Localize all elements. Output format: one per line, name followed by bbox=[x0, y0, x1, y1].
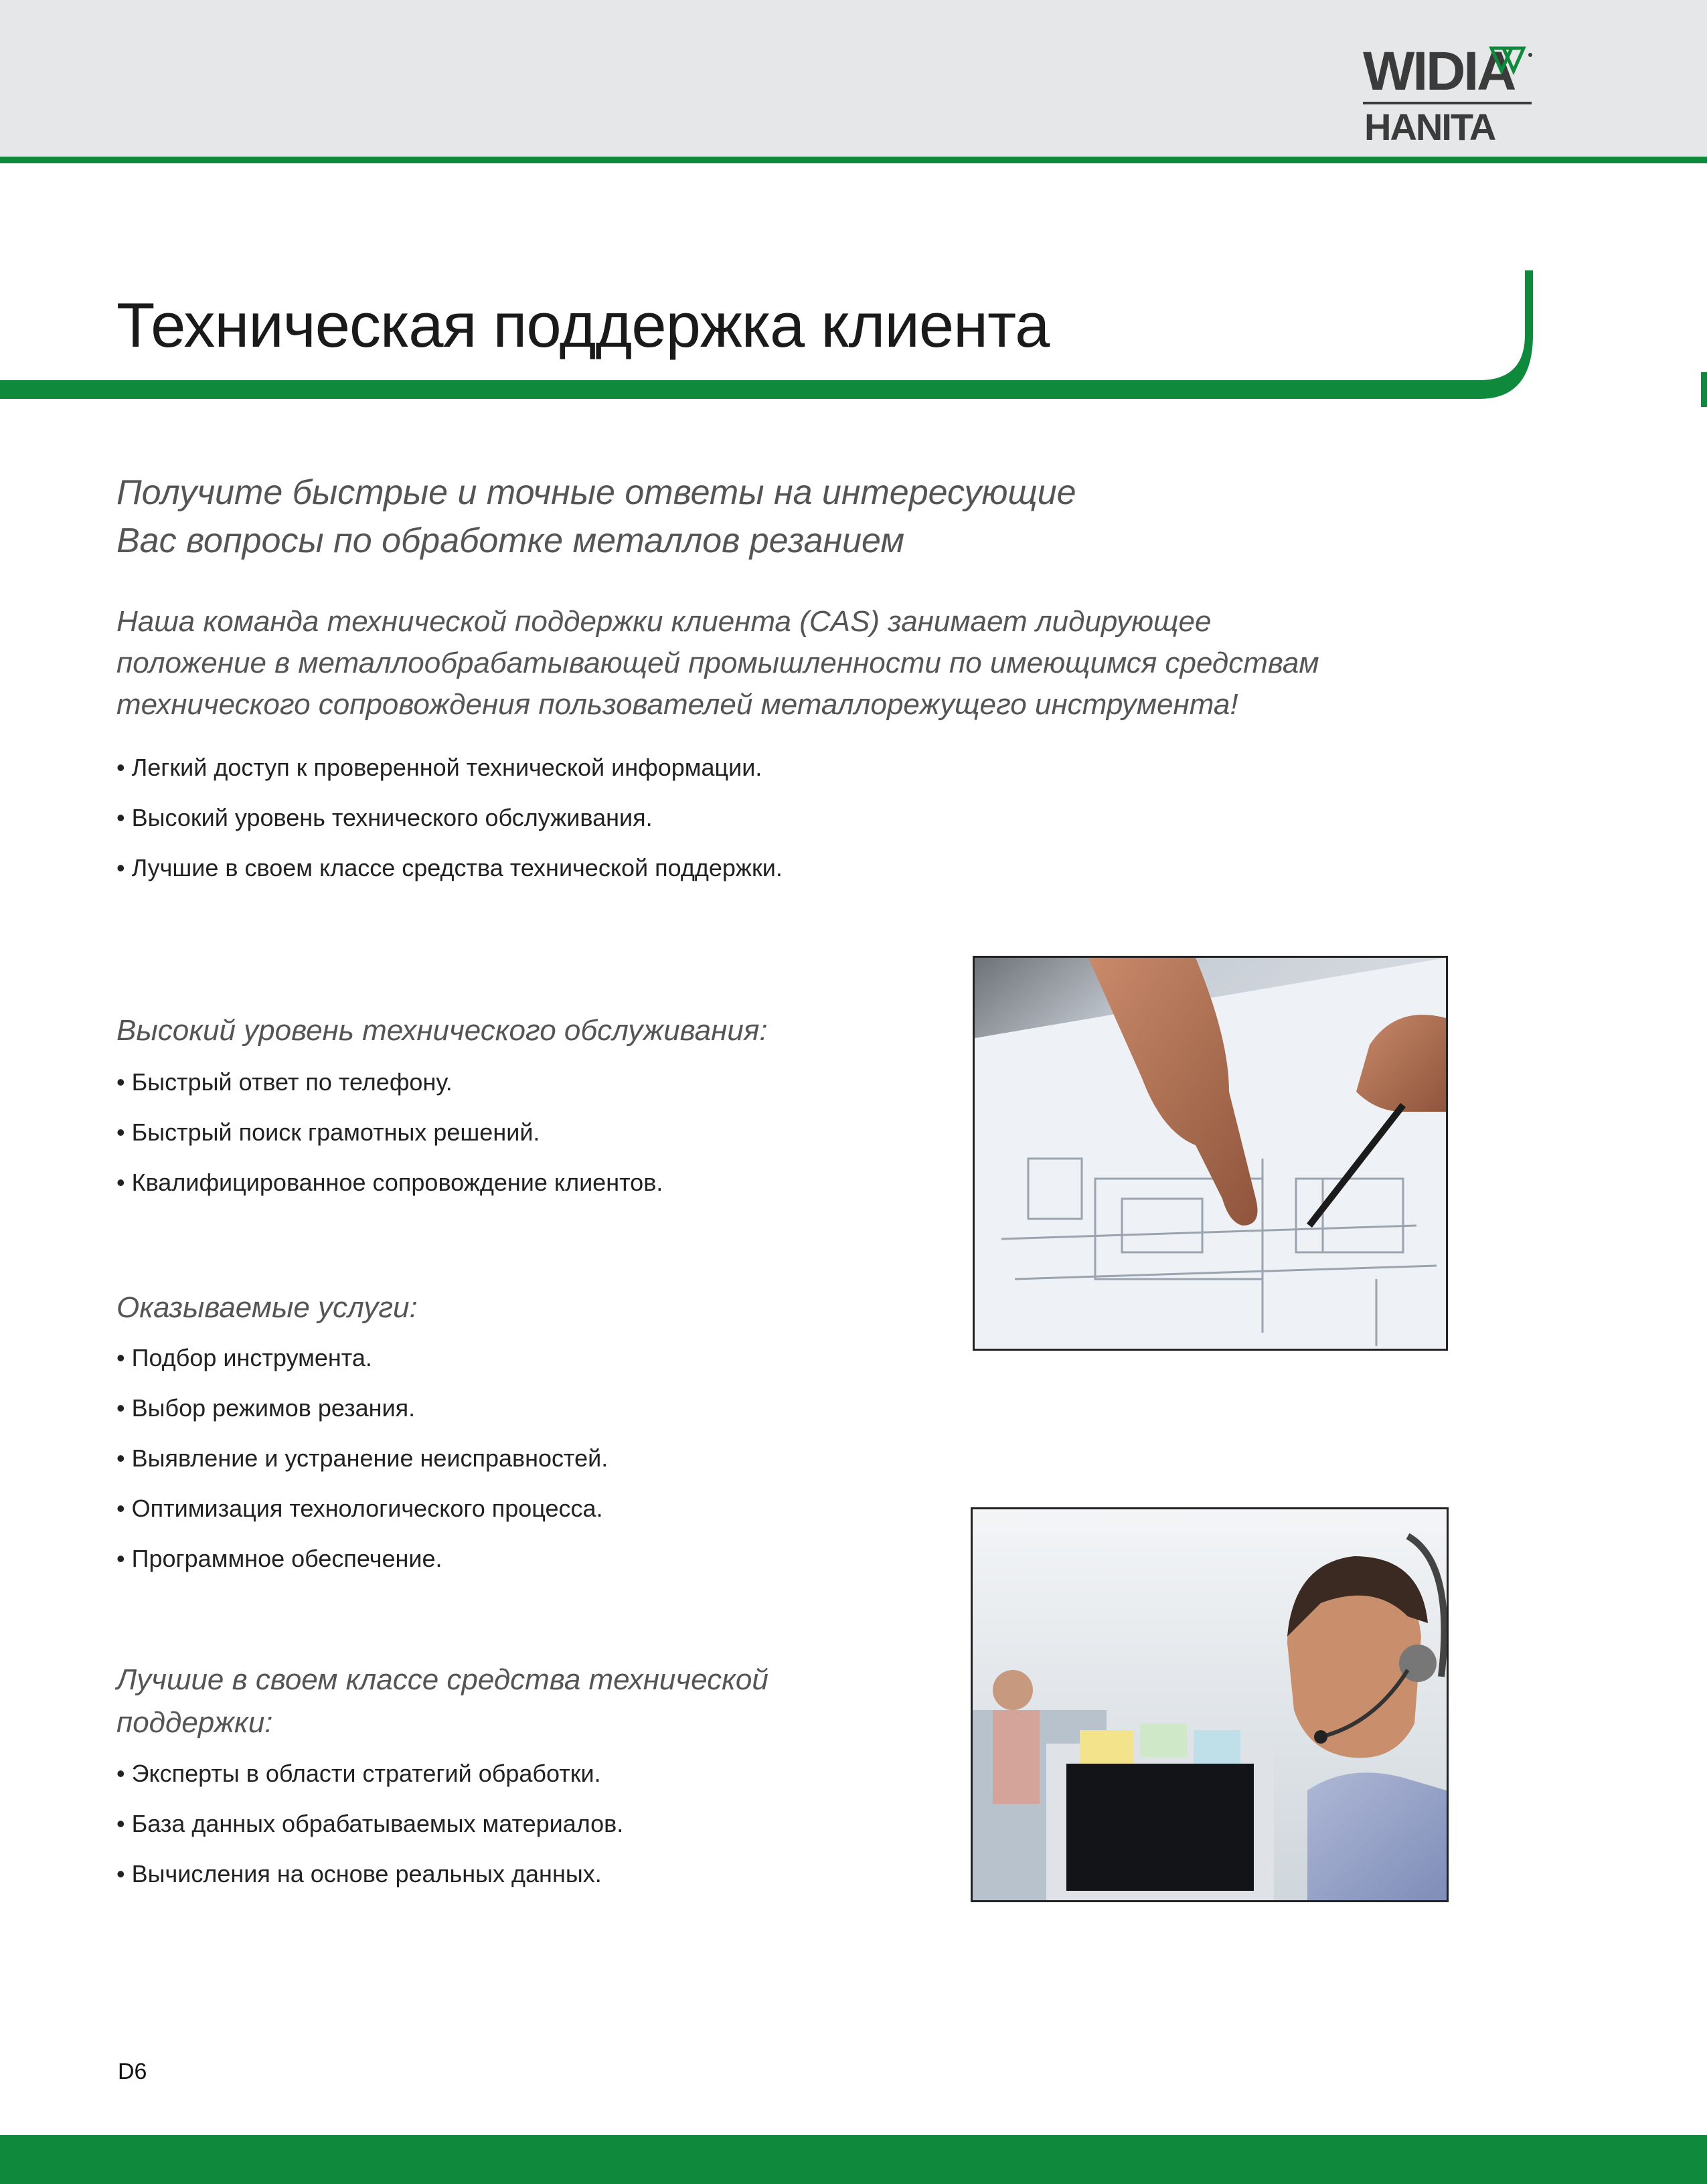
page-number: D6 bbox=[118, 2059, 147, 2084]
list-item: • Быстрый ответ по телефону. bbox=[116, 1066, 663, 1116]
list-item: • Подбор инструмента. bbox=[116, 1341, 608, 1392]
service-level-list bbox=[116, 1066, 663, 1216]
intro-line: положение в металлообрабатывающей промышленности по имеющимся средствам bbox=[116, 647, 1319, 679]
section-heading-line: Лучшие в своем классе средства технической bbox=[116, 1663, 768, 1696]
lead-text bbox=[116, 469, 1321, 565]
list-item: • Быстрый поиск грамотных решений. bbox=[116, 1116, 663, 1166]
list-item: • Эксперты в области стратегий обработки. bbox=[116, 1757, 623, 1807]
list-item: • Легкий доступ к проверенной технической информации. bbox=[116, 751, 783, 801]
list-item: • Выявление и устранение неисправностей. bbox=[116, 1442, 608, 1492]
list-item: • Выбор режимов резания. bbox=[116, 1392, 608, 1442]
intro-paragraph bbox=[116, 601, 1455, 726]
blueprint-photo bbox=[973, 956, 1448, 1351]
support-agent-photo bbox=[971, 1507, 1449, 1902]
list-item: • Оптимизация технологического процесса. bbox=[116, 1492, 608, 1542]
list-item: • Программное обеспечение. bbox=[116, 1542, 608, 1592]
list-item: • База данных обрабатываемых материалов. bbox=[116, 1807, 623, 1857]
lead-line: Вас вопросы по обработке металлов резанием bbox=[116, 521, 905, 560]
lead-line: Получите быстрые и точные ответы на интересующие bbox=[116, 473, 1076, 512]
list-item: • Квалифицированное сопровождение клиентов. bbox=[116, 1166, 663, 1216]
section-heading-service-level bbox=[116, 1009, 768, 1052]
widia-hanita-logo bbox=[1363, 41, 1537, 151]
logo-hanita-text: HANITA bbox=[1364, 106, 1495, 148]
list-item: • Вычисления на основе реальных данных. bbox=[116, 1857, 623, 1908]
section-heading-services bbox=[116, 1286, 418, 1329]
list-item: • Высокий уровень технического обслуживания. bbox=[116, 801, 783, 851]
header-rule bbox=[0, 157, 1707, 163]
footer-band bbox=[0, 2135, 1707, 2184]
section-heading-line: Высокий уровень технического обслуживания: bbox=[116, 1014, 768, 1047]
list-item: • Лучшие в своем классе средства технической поддержки. bbox=[116, 851, 783, 902]
section-heading-line: Оказываемые услуги: bbox=[116, 1291, 418, 1324]
logo-divider bbox=[1363, 102, 1532, 104]
best-tools-list bbox=[116, 1757, 623, 1908]
section-heading-best-tools bbox=[116, 1659, 768, 1744]
section-heading-line: поддержки: bbox=[116, 1706, 273, 1739]
intro-bullet-list bbox=[116, 751, 783, 902]
logo-triangle-icon bbox=[1489, 44, 1536, 86]
title-rule-curve bbox=[1453, 270, 1533, 399]
intro-line: технического сопровождения пользователей металлорежущего инструмента! bbox=[116, 688, 1238, 721]
logo-widia-text: WIDIA bbox=[1363, 41, 1515, 102]
page-title: Техническая поддержка клиента bbox=[116, 290, 1050, 360]
services-list bbox=[116, 1341, 608, 1592]
intro-line: Наша команда технической поддержки клиента (CAS) занимает лидирующее bbox=[116, 605, 1212, 638]
side-tab-marker bbox=[1701, 372, 1707, 407]
title-rule bbox=[0, 380, 1466, 399]
